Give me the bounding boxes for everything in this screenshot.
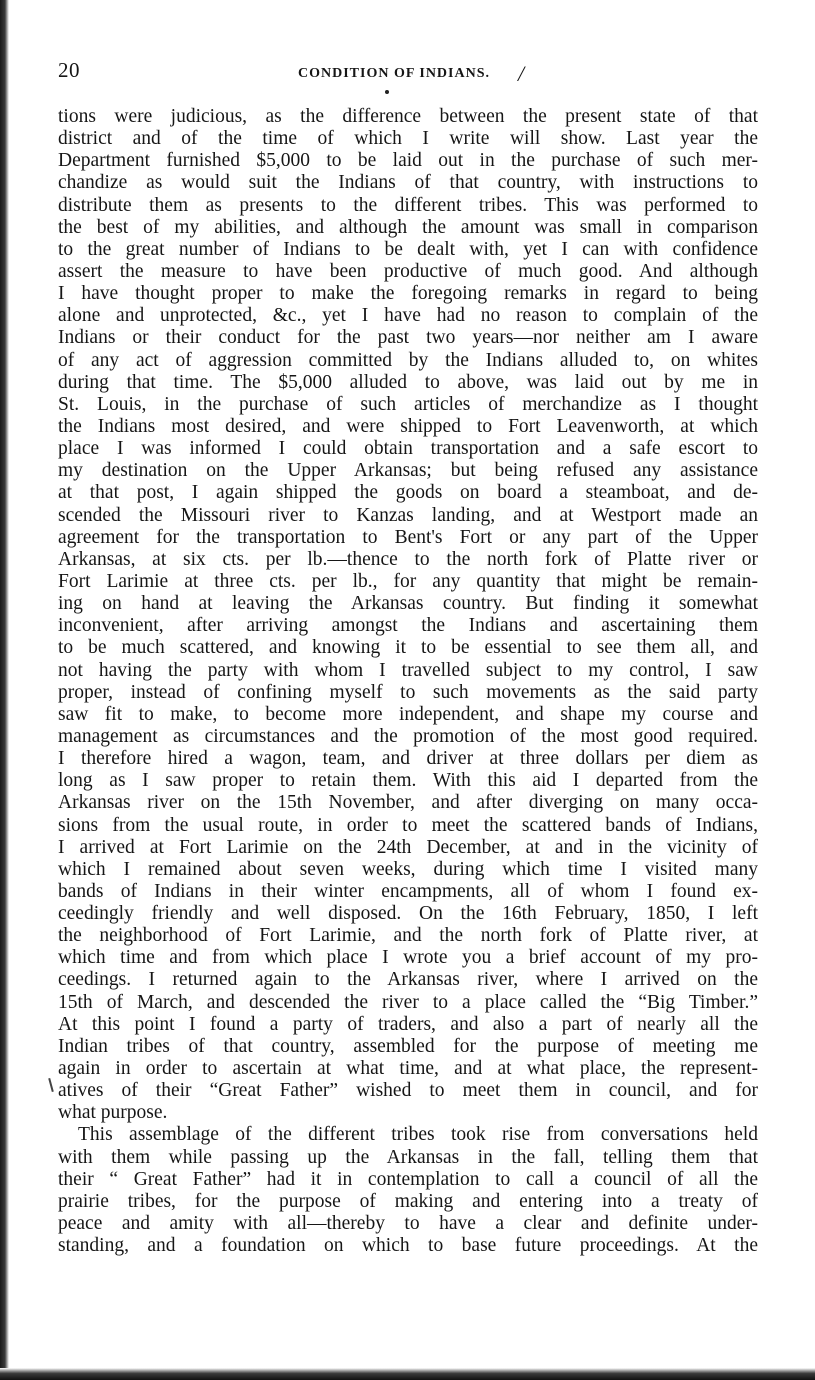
margin-tick-mark xyxy=(48,1078,54,1092)
text-line: tions were judicious, as the difference between the present state of that xyxy=(58,106,758,127)
text-line: Arkansas, at six cts. per lb.—thence to the north fork of Platte river or xyxy=(58,548,758,570)
text-line: proper, instead of confining myself to such movements as the said party xyxy=(58,681,758,703)
text-line: agreement for the transportation to Bent's Fort or any part of the Upper xyxy=(58,526,758,548)
text-line: of any act of aggression committed by the Indians alluded to, on whites xyxy=(58,349,758,371)
text-line: which time and from which place I wrote you a brief account of my pro- xyxy=(58,947,758,969)
text-line: I therefore hired a wagon, team, and driver at three dollars per diem as xyxy=(58,748,758,770)
text-line: to be much scattered, and knowing it to be essential to see them all, and xyxy=(58,637,758,659)
text-line: Fort Larimie at three cts. per lb., for any quantity that might be remain- xyxy=(58,570,758,592)
text-line: the best of my abilities, and although the amount was small in comparison xyxy=(58,216,758,238)
text-line: to the great number of Indians to be dealt with, yet I can with confidence xyxy=(58,238,758,260)
text-line: 15th of March, and descended the river to a place called the “Big Timber.” xyxy=(58,991,758,1013)
text-line: the neighborhood of Fort Larimie, and the north fork of Platte river, at xyxy=(58,925,758,947)
text-line: ing on hand at leaving the Arkansas country. But finding it somewhat xyxy=(58,593,758,615)
text-line: St. Louis, in the purchase of such articles of merchandize as I thought xyxy=(58,393,758,415)
text-line: ceedingly friendly and well disposed. On the 16th February, 1850, I left xyxy=(58,903,758,925)
text-line: I have thought proper to make the foregoing remarks in regard to being xyxy=(58,283,758,305)
text-line: inconvenient, after arriving amongst the Indians and ascertaining them xyxy=(58,615,758,637)
text-line: Indian tribes of that country, assembled for the purpose of meeting me xyxy=(58,1035,758,1057)
text-line: peace and amity with all—thereby to have a clear and definite under- xyxy=(58,1213,758,1235)
text-line: At this point I found a party of traders, and also a part of nearly all the xyxy=(58,1013,758,1035)
text-line: again in order to ascertain at what time, and at what place, the represent- xyxy=(58,1058,758,1080)
text-line: assert the measure to have been productive of much good. And although xyxy=(58,260,758,282)
page-edge-left xyxy=(0,0,9,1380)
text-line: which I remained about seven weeks, during which time I visited many xyxy=(58,858,758,880)
page-header xyxy=(58,58,758,92)
text-line: bands of Indians in their winter encampments, all of whom I found ex- xyxy=(58,880,758,902)
text-line: district and of the time of which I write will show. Last year the xyxy=(58,128,758,150)
text-line: at that post, I again shipped the goods on board a steamboat, and de- xyxy=(58,482,758,504)
text-line: scended the Missouri river to Kanzas landing, and at Westport made an xyxy=(58,504,758,526)
text-line: Arkansas river on the 15th November, and after diverging on many occa- xyxy=(58,792,758,814)
text-line: chandize as would suit the Indians of that country, with instructions to xyxy=(58,172,758,194)
text-line: standing, and a foundation on which to base future proceedings. At the xyxy=(58,1235,758,1257)
text-line: I arrived at Fort Larimie on the 24th December, at and in the vicinity of xyxy=(58,836,758,858)
text-line: sions from the usual route, in order to meet the scattered bands of Indians, xyxy=(58,814,758,836)
page-edge-bottom xyxy=(0,1368,815,1380)
header-pencil-mark: / xyxy=(518,61,525,86)
header-dot xyxy=(385,90,389,94)
text-line: Department furnished $5,000 to be laid out in the purchase of such mer- xyxy=(58,150,758,172)
text-line: long as I saw proper to retain them. With this aid I departed from the xyxy=(58,770,758,792)
body-text xyxy=(58,106,758,1257)
text-line: prairie tribes, for the purpose of making and entering into a treaty of xyxy=(58,1190,758,1212)
paragraph-start-line: This assemblage of the different tribes took rise from conversations held xyxy=(78,1124,758,1146)
text-line: ceedings. I returned again to the Arkansas river, where I arrived on the xyxy=(58,969,758,991)
paragraph-end-line: what purpose. xyxy=(58,1102,168,1124)
page-number: 20 xyxy=(58,58,80,82)
text-line: distribute them as presents to the different tribes. This was performed to xyxy=(58,194,758,216)
text-line: their “ Great Father” had it in contemplation to call a council of all the xyxy=(58,1168,758,1190)
text-line: during that time. The $5,000 alluded to above, was laid out by me in xyxy=(58,371,758,393)
text-line: Indians or their conduct for the past two years—nor neither am I aware xyxy=(58,327,758,349)
text-line: not having the party with whom I travelled subject to my control, I saw xyxy=(58,659,758,681)
text-line: saw fit to make, to become more independent, and shape my course and xyxy=(58,703,758,725)
text-line: alone and unprotected, &c., yet I have had no reason to complain of the xyxy=(58,305,758,327)
text-line: with them while passing up the Arkansas in the fall, telling them that xyxy=(58,1146,758,1168)
text-line: the Indians most desired, and were shipped to Fort Leavenworth, at which xyxy=(58,415,758,437)
text-line: atives of their “Great Father” wished to meet them in council, and for xyxy=(58,1080,758,1102)
text-line: management as circumstances and the promotion of the most good required. xyxy=(58,725,758,747)
text-line: my destination on the Upper Arkansas; but being refused any assistance xyxy=(58,460,758,482)
text-line: place I was informed I could obtain transportation and a safe escort to xyxy=(58,438,758,460)
running-head: CONDITION OF INDIANS. xyxy=(298,66,491,81)
